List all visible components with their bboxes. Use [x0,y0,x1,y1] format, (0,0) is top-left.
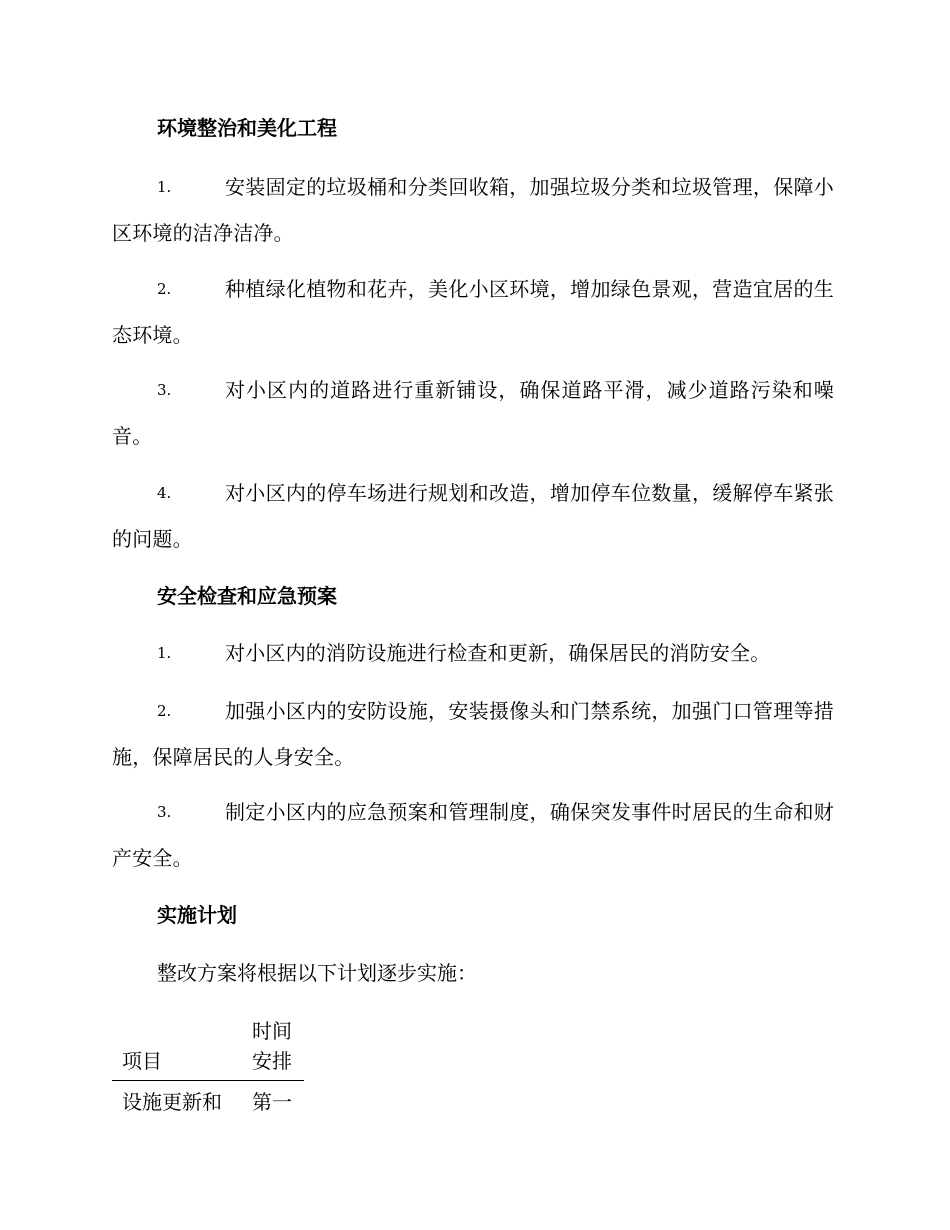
table-header-row [112,1016,304,1081]
plan-table [112,1016,304,1117]
list-item [112,688,834,780]
table-row [112,1081,304,1118]
list-item [112,164,834,256]
table-header-project: 项目 [112,1016,242,1081]
list-item-number: 3. [157,803,172,821]
list-item-number: 4. [157,484,172,502]
section-heading-environment: 环境整治和美化工程 [157,116,337,140]
table-cell: 第一 [252,1090,292,1114]
list-item [112,266,834,358]
list-item-text: 对小区内的停车场进行规划和改造，增加停车位数量，缓解停车紧张的问题。 [112,481,834,551]
list-item-number: 1. [157,178,172,196]
list-item-number: 2. [157,280,172,298]
list-item-number: 3. [157,381,172,399]
table-header-schedule: 时间安排 [242,1016,304,1081]
list-item-text: 对小区内的消防设施进行检查和更新，确保居民的消防安全。 [225,641,771,665]
list-item [112,367,834,459]
list-item-text: 制定小区内的应急预案和管理制度，确保突发事件时居民的生命和财产安全。 [112,800,834,870]
list-item-text: 加强小区内的安防设施，安装摄像头和门禁系统，加强门口管理等措施，保障居民的人身安全。 [112,699,834,769]
list-item [112,789,834,881]
section-heading-safety: 安全检查和应急预案 [157,584,337,608]
list-item-number: 2. [157,702,172,720]
list-item-text: 安装固定的垃圾桶和分类回收箱，加强垃圾分类和垃圾管理，保障小区环境的洁净洁净。 [112,175,834,245]
list-item [112,470,834,562]
list-item-text: 对小区内的道路进行重新铺设，确保道路平滑，减少道路污染和噪音。 [112,378,834,448]
list-item-number: 1. [157,644,172,662]
list-item-text: 种植绿化植物和花卉，美化小区环境，增加绿色景观，营造宜居的生态环境。 [112,277,834,347]
plan-intro-paragraph: 整改方案将根据以下计划逐步实施： [157,961,477,985]
list-item [112,630,834,676]
table-cell: 设施更新和 [122,1090,222,1114]
section-heading-plan: 实施计划 [157,903,237,927]
